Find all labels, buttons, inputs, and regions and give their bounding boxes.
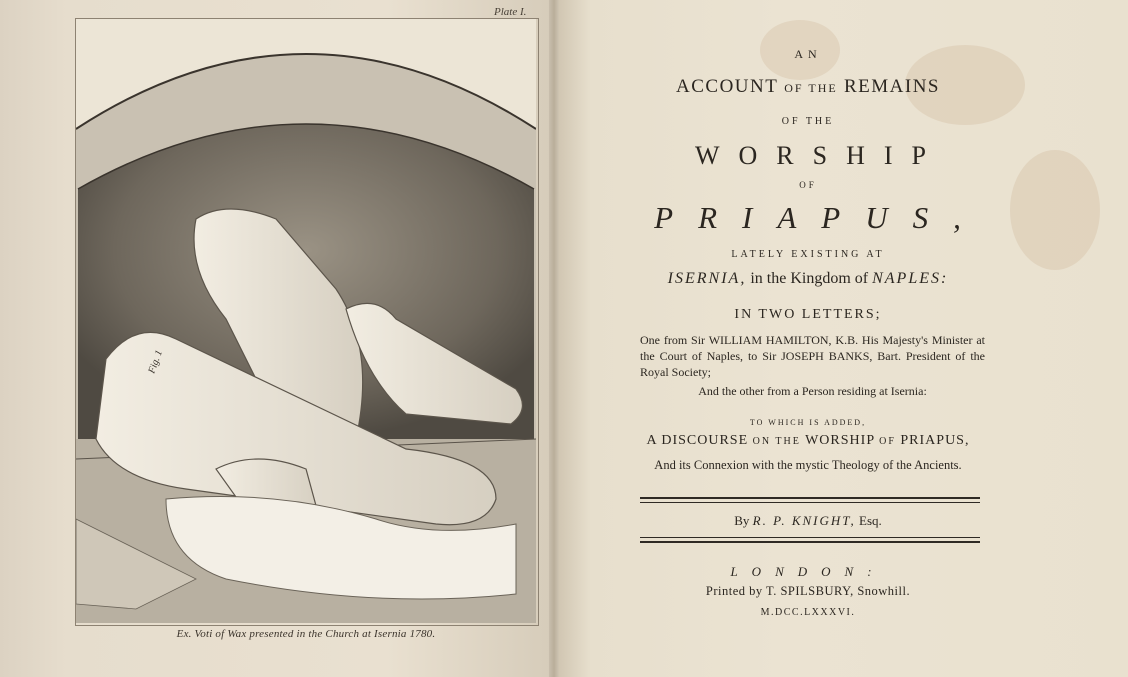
title-one-from: One from Sir WILLIAM HAMILTON, K.B. His Majesty's Minister at the Court of Naples, to Sir JOSEPH BANKS, Bart. President of the Royal Society; [640, 333, 985, 379]
title-discourse-priapus: PRIAPUS, [900, 433, 970, 448]
divider-rule [640, 502, 980, 503]
foxing-stain [1010, 150, 1100, 270]
title-discourse-on-the: ON THE [752, 436, 801, 447]
title-isernia: ISERNIA, [667, 270, 747, 287]
title-by: By [734, 513, 753, 528]
divider-rule [640, 541, 980, 543]
title-of: OF [799, 180, 817, 190]
title-connexion: And its Connexion with the mystic Theology of the Ancients. [654, 458, 962, 472]
title-lately-existing: LATELY EXISTING AT [731, 249, 885, 260]
figure-label: Fig. 1 [146, 348, 165, 376]
title-discourse-worship: WORSHIP [805, 433, 875, 448]
title-isernia-line [628, 270, 988, 288]
title-author: R. P. KNIGHT, [752, 513, 856, 528]
title-to-which-added: TO WHICH IS ADDED, [749, 418, 867, 427]
title-other-from: And the other from a Person residing at Isernia: [698, 384, 927, 398]
title-discourse: A DISCOURSE [646, 433, 749, 448]
title-author-line [628, 513, 988, 529]
title-kingdom: in the Kingdom of [746, 270, 873, 287]
plate-label: Plate I. [494, 6, 527, 18]
book-gutter [549, 0, 559, 677]
imprint-date: M.DCC.LXXXVI. [760, 607, 856, 618]
imprint-printer: Printed by T. SPILSBURY, Snowhill. [705, 584, 911, 598]
title-account-line [628, 76, 988, 98]
title-two-letters: IN TWO LETTERS; [734, 307, 882, 322]
title-discourse-line [628, 433, 988, 449]
imprint-london: LONDON: [730, 564, 886, 579]
title-worship: WORSHIP [694, 141, 945, 170]
plate-caption: Ex. Voti of Wax presented in the Church at Isernia 1780. [176, 628, 436, 640]
title-priapus: PRIAPUS, [654, 200, 986, 235]
title-remains: REMAINS [843, 76, 940, 97]
divider-rule [640, 537, 980, 538]
title-naples: NAPLES: [872, 270, 949, 287]
divider-rule [640, 497, 980, 499]
title-account: ACCOUNT [676, 76, 779, 97]
title-esq: Esq. [855, 513, 882, 528]
title-of-the: OF THE [781, 116, 835, 127]
title-account-of-the: OF THE [784, 81, 838, 95]
engraving-illustration [76, 19, 536, 623]
title-discourse-of: OF [879, 436, 896, 447]
title-an: AN [794, 47, 822, 61]
